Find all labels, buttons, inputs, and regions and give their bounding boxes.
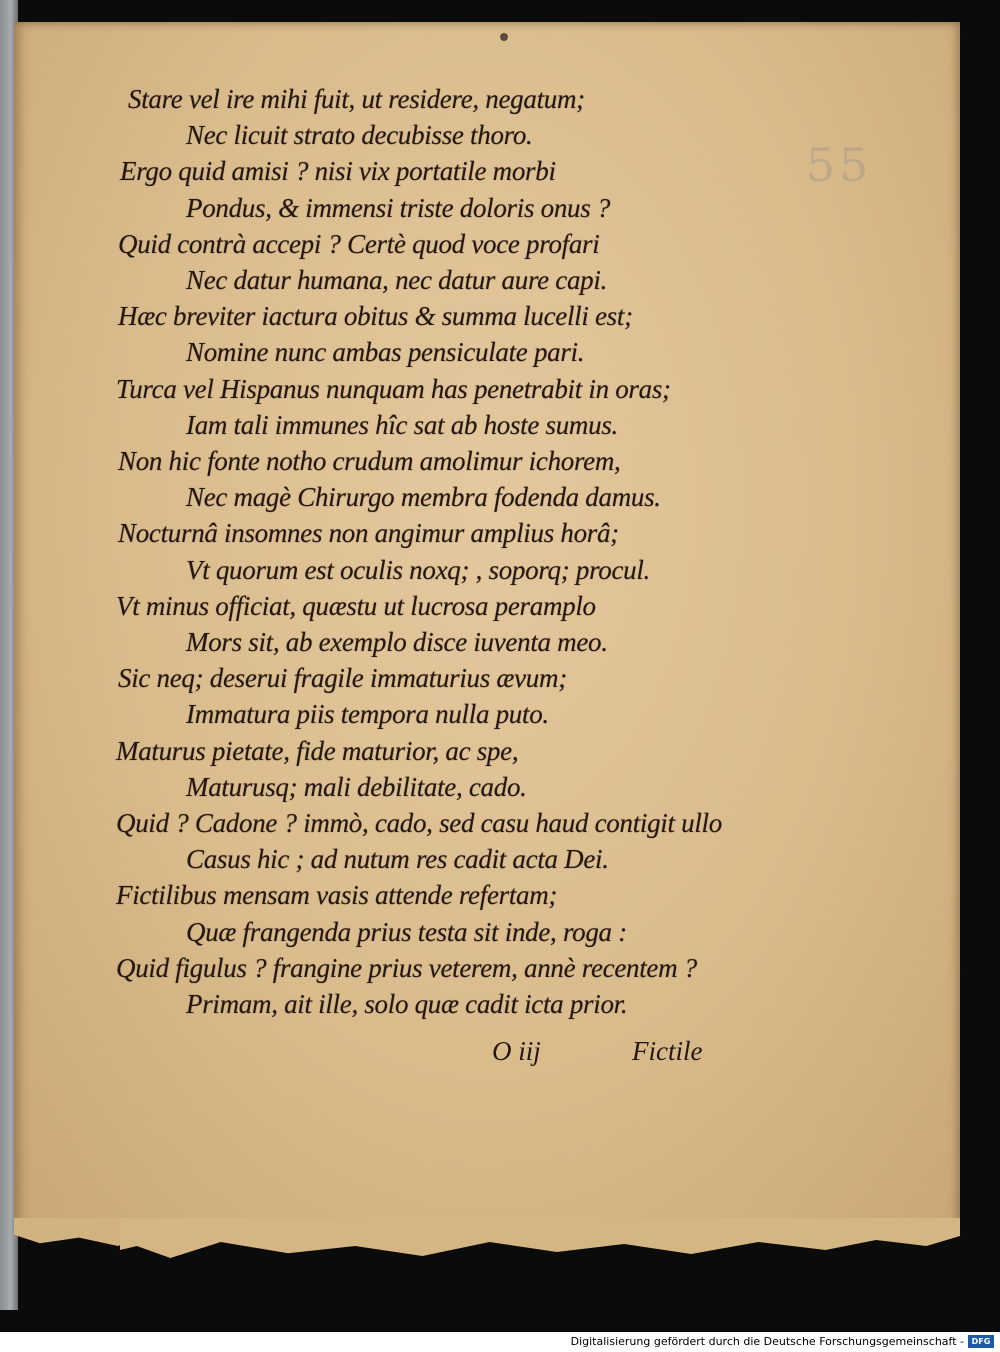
hexameter-line: Fictilibus mensam vasis attende refertam; xyxy=(116,880,558,911)
pentameter-line: Casus hic ; ad nutum res cadit acta Dei. xyxy=(186,844,609,875)
pentameter-line: Primam, ait ille, solo quæ cadit icta prior. xyxy=(186,989,628,1019)
pentameter-line: Quæ frangenda prius testa sit inde, roga : xyxy=(186,916,627,947)
signature-mark: O iij xyxy=(492,1036,541,1066)
hexameter-line: Hæc breviter iactura obitus & summa lucelli est; xyxy=(118,301,633,332)
pentameter-line: Nec datur humana, nec datur aure capi. xyxy=(186,265,608,295)
hexameter-line: Non hic fonte notho crudum amolimur ichorem, xyxy=(118,446,621,476)
catchword: Fictile xyxy=(632,1036,703,1066)
hexameter-line: Nocturnâ insomnes non angimur amplius horâ; xyxy=(118,518,619,549)
hexameter-line: Quid figulus ? frangine prius veterem, annè recentem ? xyxy=(116,952,697,983)
ink-dot xyxy=(500,33,508,41)
pentameter-line: Pondus, & immensi triste doloris onus ? xyxy=(186,192,611,223)
pentameter-line: Vt quorum est oculis noxq; , soporq; procul. xyxy=(186,554,651,585)
dfg-logo: DFG xyxy=(968,1335,994,1348)
hexameter-line: Turca vel Hispanus nunquam has penetrabit in oras; xyxy=(116,373,671,404)
hexameter-line: Quid contrà accepi ? Certè quod voce profari xyxy=(118,228,600,259)
folio-mark: 55 xyxy=(806,138,873,192)
hexameter-line: Sic neq; deserui fragile immaturius ævum; xyxy=(118,663,567,694)
pentameter-line: Nec licuit strato decubisse thoro. xyxy=(186,120,533,151)
hexameter-line: Maturus pietate, fide maturior, ac spe, xyxy=(116,735,519,766)
pentameter-line: Immatura piis tempora nulla puto. xyxy=(186,699,549,730)
pentameter-line: Nec magè Chirurgo membra fodenda damus. xyxy=(186,482,661,513)
hexameter-line: Vt minus officiat, quæstu ut lucrosa peramplo xyxy=(116,590,596,621)
hexameter-line: Quid ? Cadone ? immò, cado, sed casu haud contigit ullo xyxy=(116,808,722,838)
pentameter-line: Mors sit, ab exemplo disce iuventa meo. xyxy=(186,627,608,657)
pentameter-line: Iam tali immunes hîc sat ab hoste sumus. xyxy=(186,409,618,440)
hexameter-line: Stare vel ire mihi fuit, ut residere, negatum; xyxy=(128,84,585,114)
pentameter-line: Nomine nunc ambas pensiculate pari. xyxy=(186,337,585,368)
hexameter-line: Ergo quid amisi ? nisi vix portatile morbi xyxy=(120,156,556,187)
footer-bar xyxy=(0,1332,1000,1352)
pentameter-line: Maturusq; mali debilitate, cado. xyxy=(186,771,527,802)
footer-credit: Digitalisierung gefördert durch die Deutsche Forschungsgemeinschaft - xyxy=(570,1335,964,1348)
